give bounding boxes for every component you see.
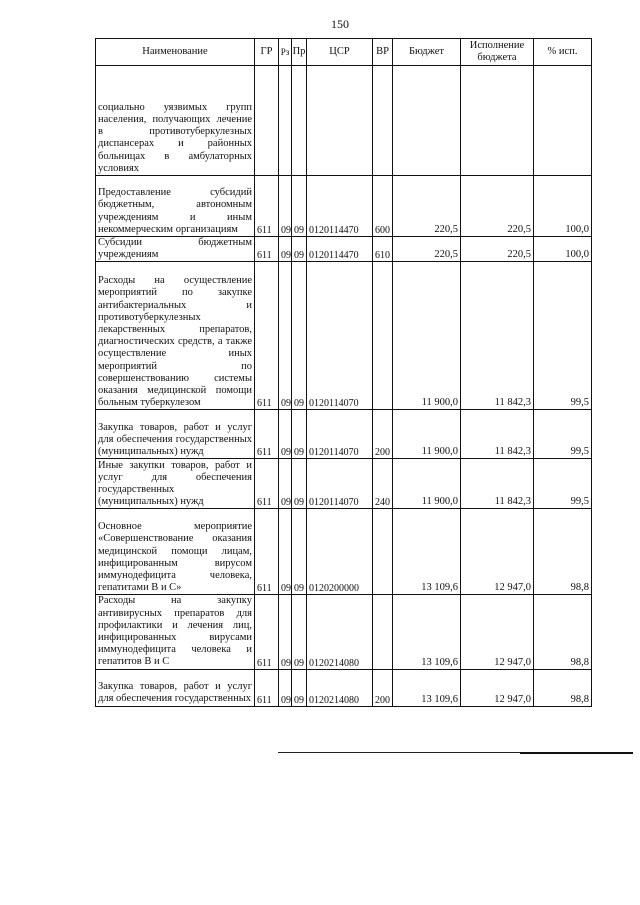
row-execution: 220,5 [461, 237, 534, 262]
row-gr: 611 [255, 410, 279, 459]
header-rz: Рз [279, 39, 292, 66]
header-pr: Пр [292, 39, 307, 66]
row-csr: 0120214080 [307, 595, 373, 669]
row-budget: 220,5 [393, 237, 461, 262]
row-vr: 610 [373, 237, 393, 262]
row-budget: 220,5 [393, 176, 461, 237]
row-csr: 0120114470 [307, 237, 373, 262]
page-number: 150 [331, 17, 349, 31]
row-gr: 611 [255, 237, 279, 262]
header-gr: ГР [255, 39, 279, 66]
budget-table [95, 38, 592, 707]
row-gr: 611 [255, 176, 279, 237]
row-csr [307, 66, 373, 176]
row-rz: 09 [279, 669, 292, 706]
row-rz: 09 [279, 237, 292, 262]
row-pr: 09 [292, 459, 307, 509]
row-budget: 13 109,6 [393, 509, 461, 595]
row-rz: 09 [279, 410, 292, 459]
row-execution: 12 947,0 [461, 669, 534, 706]
row-budget: 11 900,0 [393, 262, 461, 410]
row-gr: 611 [255, 595, 279, 669]
row-vr: 200 [373, 669, 393, 706]
row-rz [279, 66, 292, 176]
row-execution: 11 842,3 [461, 459, 534, 509]
row-name: Субсидии бюджетным учреждениям [96, 237, 255, 262]
header-name: Наименование [96, 39, 255, 66]
row-percent: 98,8 [534, 669, 592, 706]
row-name: социально уязвимых групп населения, получающих лечение в противотуберкулезных диспансерах и районных больницах в амбулаторных условиях [96, 66, 255, 176]
header-budget: Бюджет [393, 39, 461, 66]
row-pr: 09 [292, 509, 307, 595]
row-name: Закупка товаров, работ и услуг для обеспечения государственных [96, 669, 255, 706]
row-percent: 98,8 [534, 595, 592, 669]
row-rz: 09 [279, 176, 292, 237]
row-name: Иные закупки товаров, работ и услуг для обеспечения государственных (муниципальных) нужд [96, 459, 255, 509]
row-gr: 611 [255, 669, 279, 706]
table-row [96, 410, 592, 459]
row-name: Расходы на закупку антивирусных препаратов для профилактики и лечения лиц, инфицированных вирусами иммунодефицита человека и гепатитов В и С [96, 595, 255, 669]
header-execution: Исполнение бюджета [461, 39, 534, 66]
row-execution: 11 842,3 [461, 410, 534, 459]
row-pr: 09 [292, 176, 307, 237]
row-percent [534, 66, 592, 176]
row-execution: 220,5 [461, 176, 534, 237]
row-csr: 0120114470 [307, 176, 373, 237]
row-percent: 100,0 [534, 237, 592, 262]
row-rz: 09 [279, 509, 292, 595]
row-pr: 09 [292, 410, 307, 459]
row-rz: 09 [279, 262, 292, 410]
header-percent: % исп. [534, 39, 592, 66]
row-vr [373, 66, 393, 176]
row-gr [255, 66, 279, 176]
table-row [96, 669, 592, 706]
table-row [96, 66, 592, 176]
row-percent: 98,8 [534, 509, 592, 595]
row-pr [292, 66, 307, 176]
row-vr: 240 [373, 459, 393, 509]
row-budget: 13 109,6 [393, 595, 461, 669]
row-csr: 0120114070 [307, 262, 373, 410]
header-vr: ВР [373, 39, 393, 66]
row-vr [373, 595, 393, 669]
row-csr: 0120114070 [307, 410, 373, 459]
row-pr: 09 [292, 237, 307, 262]
row-execution: 12 947,0 [461, 509, 534, 595]
row-percent: 99,5 [534, 262, 592, 410]
row-vr: 200 [373, 410, 393, 459]
table-row [96, 459, 592, 509]
row-csr: 0120114070 [307, 459, 373, 509]
header-csr: ЦСР [307, 39, 373, 66]
row-rz: 09 [279, 459, 292, 509]
row-execution: 11 842,3 [461, 262, 534, 410]
table-row [96, 262, 592, 410]
row-name: Расходы на осуществление мероприятий по закупке антибактериальных и противотуберкулезных лекарственных препаратов, диагностических средств, а также осуществление иных мероприятий по совершенствованию системы оказания медицинской помощи больным туберкулезом [96, 262, 255, 410]
row-percent: 99,5 [534, 410, 592, 459]
row-gr: 611 [255, 459, 279, 509]
row-execution [461, 66, 534, 176]
row-name: Закупка товаров, работ и услуг для обеспечения государственных (муниципальных) нужд [96, 410, 255, 459]
row-vr [373, 509, 393, 595]
row-gr: 611 [255, 509, 279, 595]
row-csr: 0120214080 [307, 669, 373, 706]
table-row [96, 237, 592, 262]
row-pr: 09 [292, 595, 307, 669]
row-budget: 13 109,6 [393, 669, 461, 706]
row-vr [373, 262, 393, 410]
row-execution: 12 947,0 [461, 595, 534, 669]
row-pr: 09 [292, 669, 307, 706]
row-name: Основное мероприятие «Совершенствование оказания медицинской помощи лицам, инфицированным вирусом иммунодефицита человека, гепатитами В и С» [96, 509, 255, 595]
row-percent: 99,5 [534, 459, 592, 509]
table-row [96, 176, 592, 237]
row-name: Предоставление субсидий бюджетным, автономным учреждениям и иным некоммерческим организациям [96, 176, 255, 237]
table-row [96, 509, 592, 595]
table-row [96, 595, 592, 669]
row-vr: 600 [373, 176, 393, 237]
row-gr: 611 [255, 262, 279, 410]
footer-rule-thick [520, 752, 633, 754]
row-percent: 100,0 [534, 176, 592, 237]
row-budget: 11 900,0 [393, 459, 461, 509]
row-budget [393, 66, 461, 176]
row-budget: 11 900,0 [393, 410, 461, 459]
table-header-row [96, 39, 592, 66]
row-pr: 09 [292, 262, 307, 410]
row-rz: 09 [279, 595, 292, 669]
row-csr: 0120200000 [307, 509, 373, 595]
